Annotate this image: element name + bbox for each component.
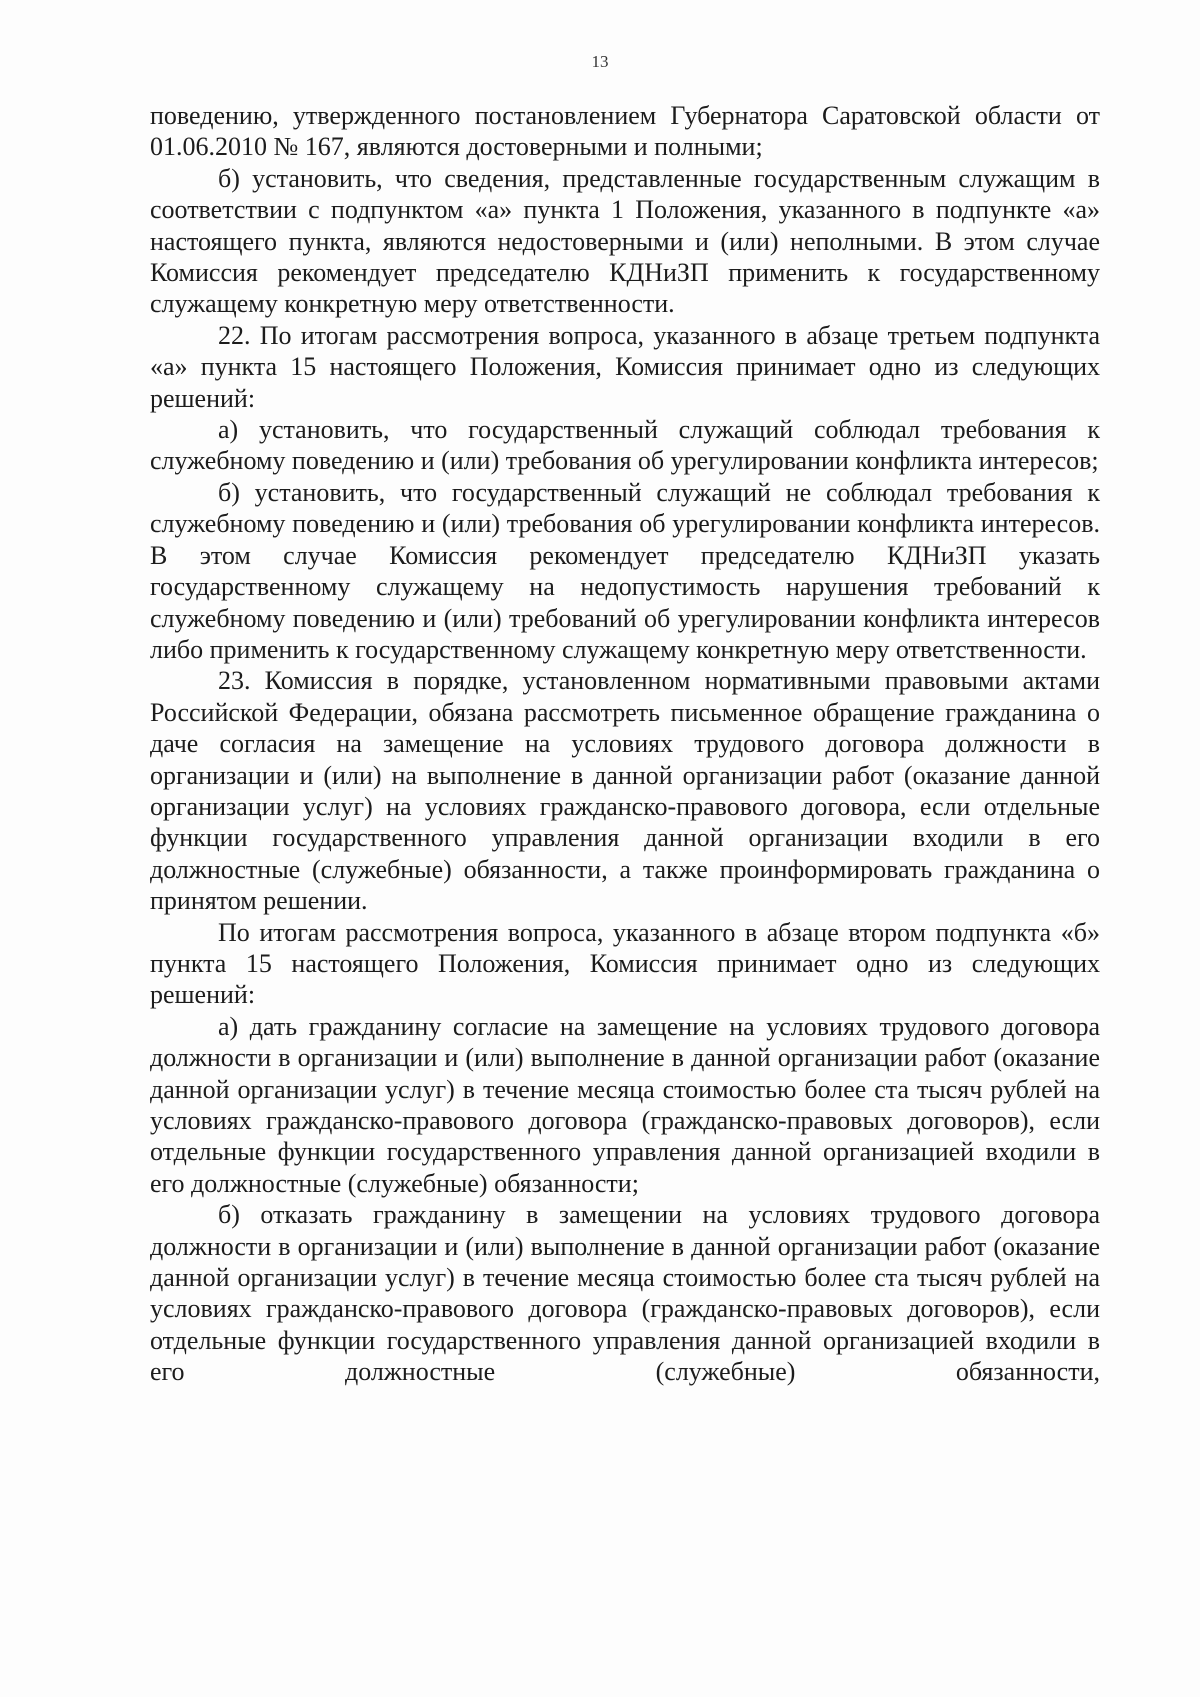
paragraph-21-b: б) установить, что сведения, представленные государственным служащим в соответствии с подпунктом «а» пункта 1 Положения, указанного в подпункте «а» настоящего пункта, являются недостоверными и (или) неполными. В этом случае Комиссия рекомендует председателю КДНиЗП применить к государственному служащему конкретную меру ответственности. — [150, 163, 1100, 319]
paragraph-23: 23. Комиссия в порядке, установленном нормативными правовыми актами Российской Федерации, обязана рассмотреть письменное обращение гражданина о даче согласия на замещение на условиях трудового договора должности в организации и (или) на выполнение в данной организации работ (оказание данной организации услуг) на условиях гражданско-правового договора, если отдельные функции государственного управления данной организации входили в его должностные (служебные) обязанности, а также проинформировать гражданина о принятом решении. — [150, 666, 1100, 916]
paragraph-22-b: б) установить, что государственный служащий не соблюдал требования к служебному поведению и (или) требования об урегулировании конфликта интересов. В этом случае Комиссия рекомендует председателю КДНиЗП указать государственному служащему на недопустимость нарушения требований к служебному поведению и (или) требований об урегулировании конфликта интересов либо применить к государственному служащему конкретную меру ответственности. — [150, 477, 1100, 664]
paragraph-23-decisions: По итогам рассмотрения вопроса, указанного в абзаце втором подпункта «б» пункта 15 настоящего Положения, Комиссия принимает одно из следующих решений: — [150, 917, 1100, 1010]
paragraph-22-a: а) установить, что государственный служащий соблюдал требования к служебному поведению и (или) требования об урегулировании конфликта интересов; — [150, 415, 1100, 476]
paragraph-23-a: а) дать гражданину согласие на замещение на условиях трудового договора должности в организации и (или) выполнение в данной организации работ (оказание данной организации услуг) в течение месяца стоимостью более ста тысяч рублей на условиях гражданско-правового договора (гражданско-правовых договоров), если отдельные функции государственного управления данной организацией входили в его должностные (служебные) обязанности; — [150, 1011, 1100, 1198]
paragraph-continuation: поведению, утвержденного постановлением Губернатора Саратовской области от 01.06.2010 № 167, являются достоверными и полными; — [150, 101, 1100, 162]
paragraph-23-b: б) отказать гражданину в замещении на условиях трудового договора должности в организации и (или) выполнение в данной организации работ (оказание данной организации услуг) в течение месяца стоимостью более ста тысяч рублей на условиях гражданско-правового договора (гражданско-правовых договоров), если отдельные функции государственного управления данной организацией входили в его должностные (служебные) обязанности, — [150, 1200, 1100, 1387]
page-body — [150, 100, 1100, 1388]
page-number: 13 — [591, 52, 609, 71]
paragraph-22: 22. По итогам рассмотрения вопроса, указанного в абзаце третьем подпункта «а» пункта 15 настоящего Положения, Комиссия принимает одно из следующих решений: — [150, 320, 1100, 413]
